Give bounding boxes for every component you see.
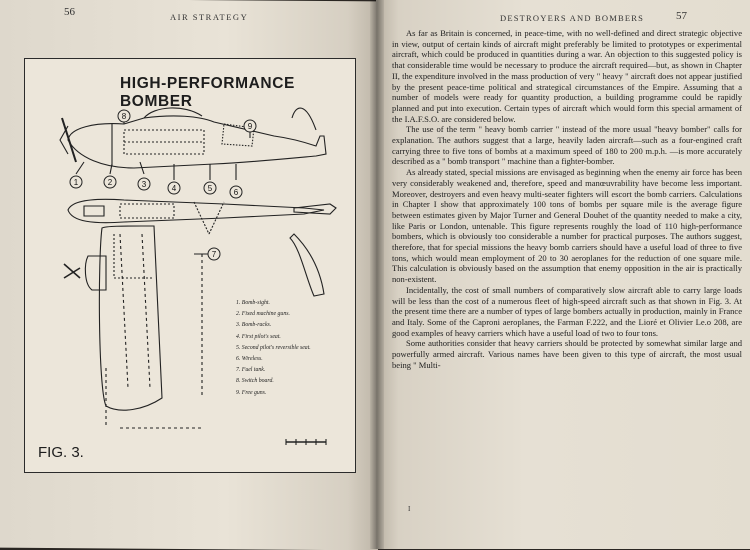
callout-label-8: 8 [121, 112, 127, 121]
signature-mark: I [408, 505, 411, 513]
figure-title: HIGH-PERFORMANCE BOMBER [120, 75, 295, 110]
left-page-number: 56 [64, 6, 75, 18]
figure-label: FIG. 3. [38, 444, 84, 461]
legend-item: 7. Fuel tank. [236, 367, 266, 374]
legend-item: 3. Bomb-racks. [236, 322, 272, 329]
callout-label-9: 9 [247, 122, 253, 131]
bomber-drawing [24, 58, 354, 471]
callout-label-3: 3 [141, 180, 147, 189]
legend-item: 2. Fixed machine guns. [236, 311, 290, 318]
legend-item: 8. Switch board. [236, 378, 274, 385]
paragraph: Some authorities consider that heavy carriers should be protected by somewhat similar large and powerfully armed aircraft. Various names have been given to this type of aircraft, the most usual being " Multi- [392, 338, 742, 370]
body-text [392, 28, 742, 371]
paragraph: Incidentally, the cost of small numbers of comparatively slow aircraft able to carry large loads will be less than the cost of a numerous fleet of high-speed aircraft such as that shown in Fig. 3. At the present time there are a number of types of large bombers actually in production, mainly in France and Italy. Some of the Caproni aeroplanes, the Farman F.222, and the Lioré et Olivier Le.o 208, are good examples of heavy carriers which have a useful load of two to four tons. [392, 284, 742, 338]
book-gutter [370, 0, 384, 549]
right-page-number: 57 [676, 10, 687, 22]
left-running-head: AIR STRATEGY [170, 12, 249, 22]
callout-label-5: 5 [207, 184, 213, 193]
legend-item: 5. Second pilot's reversible seat. [236, 344, 311, 351]
tail-plane [290, 234, 324, 296]
legend-item: 1. Bomb-sight. [236, 300, 270, 306]
callout-label-4: 4 [171, 184, 177, 193]
side-view-tail-fin [292, 108, 316, 130]
paragraph: As far as Britain is concerned, in peace-time, with no well-defined and direct strategic objective in view, output of certain kinds of aircraft might preferably be limited to prototypes or experimental aircraft, which could be produced in quantities during a war. An objection to this suggested policy is that considerable time would be necessary to produce the aircraft required—but, as shown in Chapter II, the expenditure involved in the mass production of very " heavy " aircraft does not appear justified by the present peace-time political and strategical circumstances of the Empire. Assuming that a number of models were ready for quantity production, a building programme could be rapidly planned and put into execution. Certain types of aircraft which would form this special armament of the I.A.F.S.O. are considered below. [392, 28, 742, 124]
legend-item: 9. Free guns. [236, 389, 267, 396]
callout-label-2: 2 [107, 178, 113, 187]
legend-item: 6. Wireless. [236, 356, 263, 363]
figure-legend [236, 298, 346, 399]
callout-label-6: 6 [233, 188, 239, 197]
paragraph: As already stated, special missions are envisaged as beginning when the enemy air force has been very considerably weakened and, therefore, speed and manœuvrability have become less important. Moreover, destroyers and even heavy multi-seater fighters will escort the bomb carriers. Calculations in Chapter I show that approximately 100 tons of bombs per square mile is the average figure between estimates given by Major Turner and General Douhet of the quantity needed to make a city, like Paris or London, untenable. This figure represents roughly the load of 110 high-performance bombers, which is obviously too considerable a number for practical purposes. The authors suggest, therefore, that for special missions the heavy bomb carriers should have a useful load of three to five tons, which would mean employment of 20 to 30 aeroplanes for the reduction of one square mile. This calculation is obviously based on the assumption that enemy opposition in the air is practically non-existent. [392, 167, 742, 285]
paragraph: The use of the term " heavy bomb carrier " instead of the more usual "heavy bomber" calls for explanation. The authors suggest that a large, heavily laden aircraft—such as a four-engined craft carrying three to five tons of bombs at a maximum speed of 180 to 200 m.p.h. —is more accurately described as a " bomb transport " machine than a fighter-bomber. [392, 124, 742, 167]
callout-label-7: 7 [211, 250, 217, 259]
legend-item: 4. First pilot's seat. [236, 333, 281, 340]
callout-label-1: 1 [73, 178, 79, 187]
wing-plan-view [99, 226, 162, 410]
right-running-head: DESTROYERS AND BOMBERS [500, 13, 645, 23]
top-view-fuselage [68, 199, 324, 222]
